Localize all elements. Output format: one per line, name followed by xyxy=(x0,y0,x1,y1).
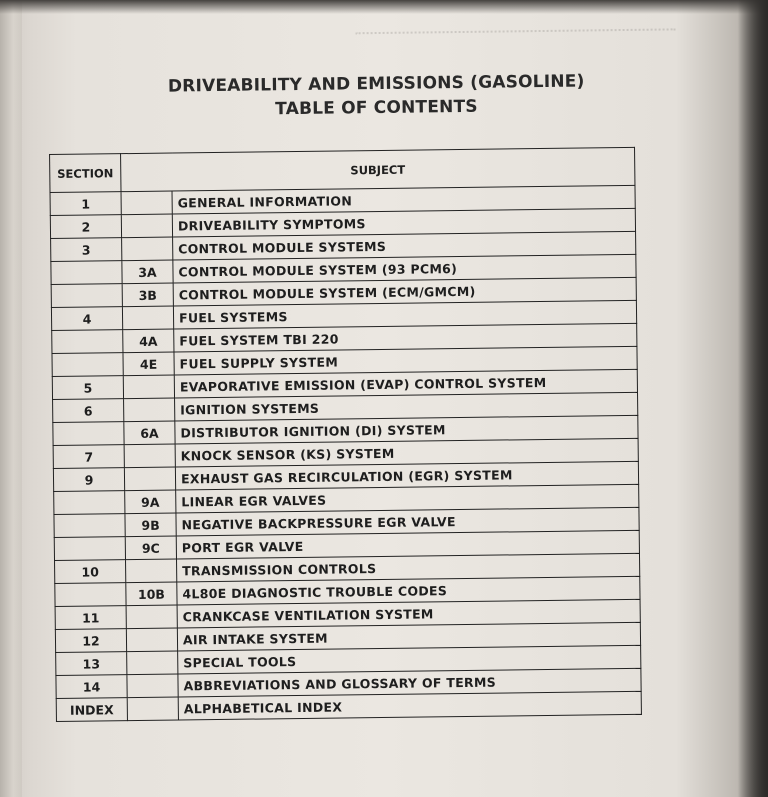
section-cell: 9 xyxy=(53,468,124,492)
subject-cell: EVAPORATIVE EMISSION (EVAP) CONTROL SYSTEM xyxy=(174,369,637,398)
section-cell xyxy=(54,491,125,515)
subject-cell: CONTROL MODULE SYSTEMS xyxy=(173,231,636,260)
contents-table xyxy=(49,147,642,722)
subject-cell: FUEL SYSTEMS xyxy=(173,300,636,329)
section-cell: 13 xyxy=(56,652,127,676)
document-page xyxy=(25,10,735,797)
section-cell: 11 xyxy=(55,606,126,630)
subsection-cell: 10B xyxy=(126,582,177,606)
subsection-cell xyxy=(126,605,177,629)
subsection-cell xyxy=(124,398,175,422)
subject-cell: SPECIAL TOOLS xyxy=(178,645,641,674)
subsection-cell: 3A xyxy=(122,260,173,284)
subject-cell: PORT EGR VALVE xyxy=(176,530,639,559)
subject-cell: DISTRIBUTOR IGNITION (DI) SYSTEM xyxy=(175,415,638,444)
section-cell: 3 xyxy=(51,238,122,262)
subsection-cell xyxy=(124,467,175,491)
section-cell xyxy=(54,514,125,538)
subject-cell: KNOCK SENSOR (KS) SYSTEM xyxy=(175,438,638,467)
subject-cell: AIR INTAKE SYSTEM xyxy=(177,622,640,651)
subsection-cell: 9A xyxy=(125,490,176,514)
subsection-cell xyxy=(126,628,177,652)
subsection-cell: 4A xyxy=(123,329,174,353)
subsection-cell: 6A xyxy=(124,421,175,445)
section-cell: 7 xyxy=(53,445,124,469)
section-cell xyxy=(53,422,124,446)
section-cell xyxy=(51,261,122,285)
subject-cell: ALPHABETICAL INDEX xyxy=(178,691,641,720)
document-title: DRIVEABILITY AND EMISSIONS (GASOLINE) xyxy=(167,71,585,97)
subject-cell: CRANKCASE VENTILATION SYSTEM xyxy=(177,599,640,628)
subject-cell: EXHAUST GAS RECIRCULATION (EGR) SYSTEM xyxy=(175,461,638,490)
subsection-cell xyxy=(122,237,173,261)
section-cell xyxy=(52,330,123,354)
section-cell: 14 xyxy=(56,675,127,699)
subject-cell: 4L80E DIAGNOSTIC TROUBLE CODES xyxy=(177,576,640,605)
subsection-cell: 9B xyxy=(125,513,176,537)
subject-cell: GENERAL INFORMATION xyxy=(172,185,635,214)
subsection-cell xyxy=(121,214,172,238)
book-binding xyxy=(0,0,22,797)
bleed-through-header xyxy=(356,28,676,44)
subsection-cell xyxy=(127,674,178,698)
section-column-header: SECTION xyxy=(50,154,121,193)
subsection-cell: 4E xyxy=(123,352,174,376)
subject-cell: CONTROL MODULE SYSTEM (93 PCM6) xyxy=(173,254,636,283)
subsection-cell xyxy=(123,375,174,399)
subject-cell: CONTROL MODULE SYSTEM (ECM/GMCM) xyxy=(173,277,636,306)
section-cell: INDEX xyxy=(56,698,127,722)
subsection-cell xyxy=(127,651,178,675)
subject-cell: IGNITION SYSTEMS xyxy=(175,392,638,421)
subject-cell: FUEL SUPPLY SYSTEM xyxy=(174,346,637,375)
section-cell xyxy=(55,583,126,607)
subject-column-header: SUBJECT xyxy=(121,147,635,191)
section-cell: 4 xyxy=(51,307,122,331)
section-cell: 5 xyxy=(52,376,123,400)
subject-cell: LINEAR EGR VALVES xyxy=(176,484,639,513)
section-cell xyxy=(54,537,125,561)
page-edge xyxy=(738,0,768,797)
subsection-cell xyxy=(121,191,172,215)
subject-cell: TRANSMISSION CONTROLS xyxy=(177,553,640,582)
subsection-cell: 9C xyxy=(125,536,176,560)
subsection-cell: 3B xyxy=(122,283,173,307)
subsection-cell xyxy=(126,559,177,583)
section-cell: 6 xyxy=(53,399,124,423)
table-body xyxy=(50,185,641,721)
subject-cell: ABBREVIATIONS AND GLOSSARY OF TERMS xyxy=(178,668,641,697)
section-cell: 2 xyxy=(50,215,121,239)
section-cell xyxy=(51,284,122,308)
section-cell: 12 xyxy=(55,629,126,653)
subject-cell: DRIVEABILITY SYMPTOMS xyxy=(172,208,635,237)
subsection-cell xyxy=(127,697,178,721)
subsection-cell xyxy=(124,444,175,468)
subject-cell: NEGATIVE BACKPRESSURE EGR VALVE xyxy=(176,507,639,536)
document-subtitle: TABLE OF CONTENTS xyxy=(275,96,478,120)
section-cell: 10 xyxy=(55,560,126,584)
subject-cell: FUEL SYSTEM TBI 220 xyxy=(174,323,637,352)
section-cell: 1 xyxy=(50,192,121,216)
subsection-cell xyxy=(122,306,173,330)
section-cell xyxy=(52,353,123,377)
